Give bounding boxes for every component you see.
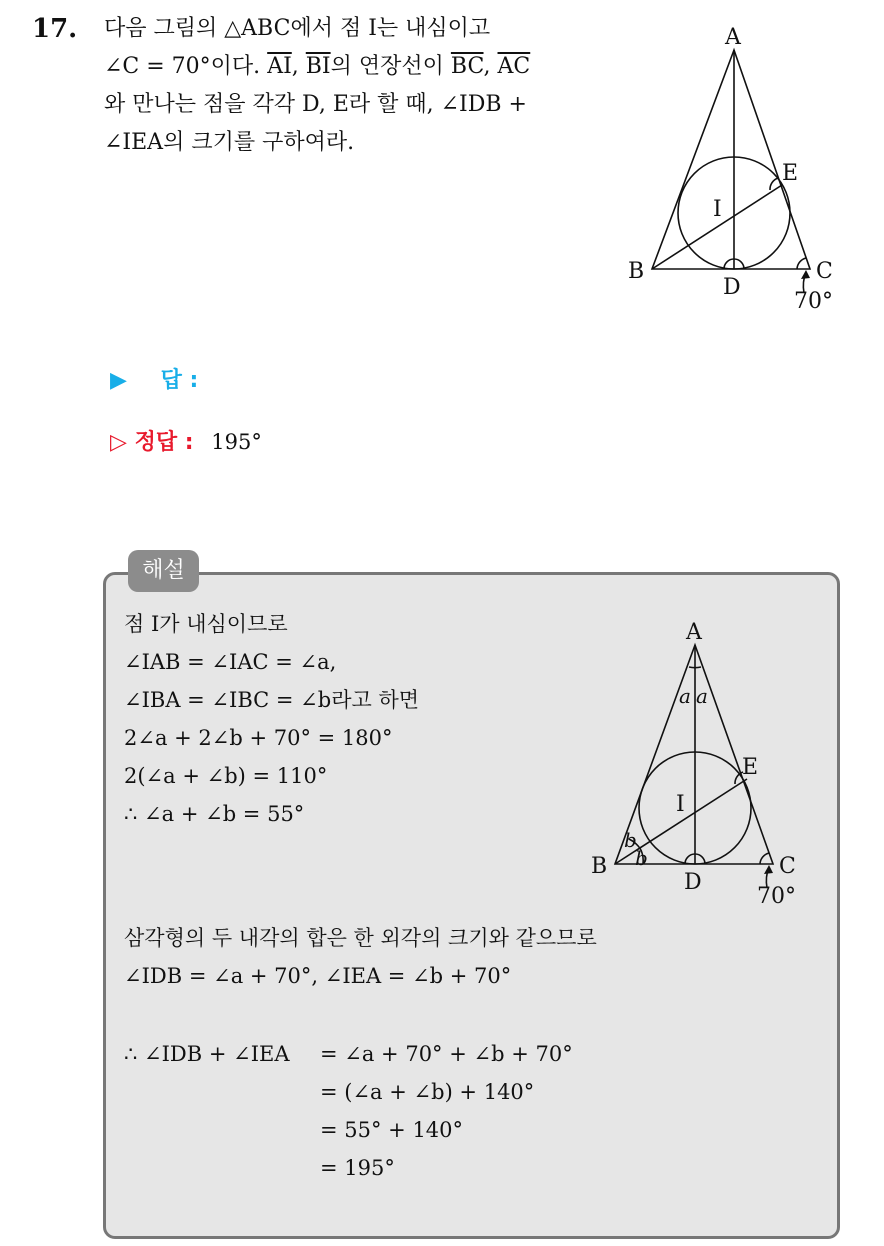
segment-bc: $\overline{BC}$ <box>450 54 484 79</box>
angle-arc-c-2 <box>760 853 769 864</box>
label-b: B <box>628 259 645 284</box>
label-angle-a-left: a <box>679 684 691 708</box>
comma-1: , <box>291 54 299 79</box>
solution-tag: 해설 <box>128 550 199 592</box>
solution-line-6: ∴ ∠a + ∠b = 55° <box>124 802 305 826</box>
label-i-2: I <box>676 792 685 817</box>
arrow-head-icon <box>801 270 810 279</box>
label-a: A <box>725 25 741 50</box>
triangle-figure-2 <box>585 615 815 915</box>
label-angle-c: 70° <box>794 289 833 314</box>
label-d-2: D <box>684 870 702 895</box>
label-b-2: B <box>591 854 608 879</box>
label-e: E <box>782 161 799 186</box>
segment-ai: $\overline{AI}$ <box>267 54 292 79</box>
answer-label: 답 : <box>160 368 199 393</box>
label-a-2: A <box>686 620 702 645</box>
calc-row-3: = 55° + 140° <box>320 1118 464 1142</box>
label-e-2: E <box>742 755 759 780</box>
angle-arc-a <box>689 667 701 668</box>
calc-row-4: = 195° <box>320 1156 395 1180</box>
arrow-head-icon-2 <box>764 865 773 874</box>
solution-line-8: ∠IDB = ∠a + 70°, ∠IEA = ∠b + 70° <box>124 964 512 988</box>
solution-line-7: 삼각형의 두 내각의 합은 한 외각의 크기와 같으므로 <box>124 926 597 950</box>
question-line-4: ∠IEA의 크기를 구하여라. <box>104 130 355 155</box>
calc-lhs: ∴ ∠IDB + ∠IEA <box>124 1042 290 1066</box>
mid-text: 의 연장선이 <box>330 54 444 79</box>
solution-line-1: 점 I가 내심이므로 <box>124 612 288 636</box>
correct-label: 정답 : <box>134 430 194 455</box>
question-line-3: 와 만나는 점을 각각 D, E라 할 때, ∠IDB + <box>104 92 527 117</box>
triangle-figure-1 <box>610 20 860 320</box>
calc-row-1: = ∠a + 70° + ∠b + 70° <box>320 1042 573 1066</box>
question-line-2-start: ∠C = 70°이다. <box>104 54 261 79</box>
question-number: 17. <box>32 14 78 44</box>
label-d: D <box>723 275 741 300</box>
label-angle-c-2: 70° <box>757 884 796 909</box>
correct-answer-row <box>110 425 262 456</box>
label-c-2: C <box>779 854 796 879</box>
solution-line-4: 2∠a + 2∠b + 70° = 180° <box>124 726 393 750</box>
correct-value: 195° <box>211 430 262 454</box>
segment-bi: $\overline{BI}$ <box>305 54 331 79</box>
solution-line-2: ∠IAB = ∠IAC = ∠a, <box>124 650 337 674</box>
answer-row <box>110 363 198 394</box>
label-c: C <box>816 259 833 284</box>
solution-line-5: 2(∠a + ∠b) = 110° <box>124 764 328 788</box>
question-line-2 <box>104 48 530 86</box>
question-line-1: 다음 그림의 △ABC에서 점 I는 내심이고 <box>104 16 491 41</box>
label-angle-b-upper: b <box>624 828 637 852</box>
answer-marker-icon: ▶ <box>110 368 127 393</box>
angle-arc-c <box>797 258 806 269</box>
correct-marker-icon: ▷ <box>110 430 127 455</box>
label-angle-b-lower: b <box>635 846 648 870</box>
comma-2: , <box>483 54 491 79</box>
label-angle-a-right: a <box>696 684 708 708</box>
triangle-abc <box>652 50 810 269</box>
calc-row-2: = (∠a + ∠b) + 140° <box>320 1080 535 1104</box>
label-i: I <box>713 197 722 222</box>
solution-line-3: ∠IBA = ∠IBC = ∠b라고 하면 <box>124 688 420 712</box>
segment-ac: $\overline{AC}$ <box>497 54 531 79</box>
